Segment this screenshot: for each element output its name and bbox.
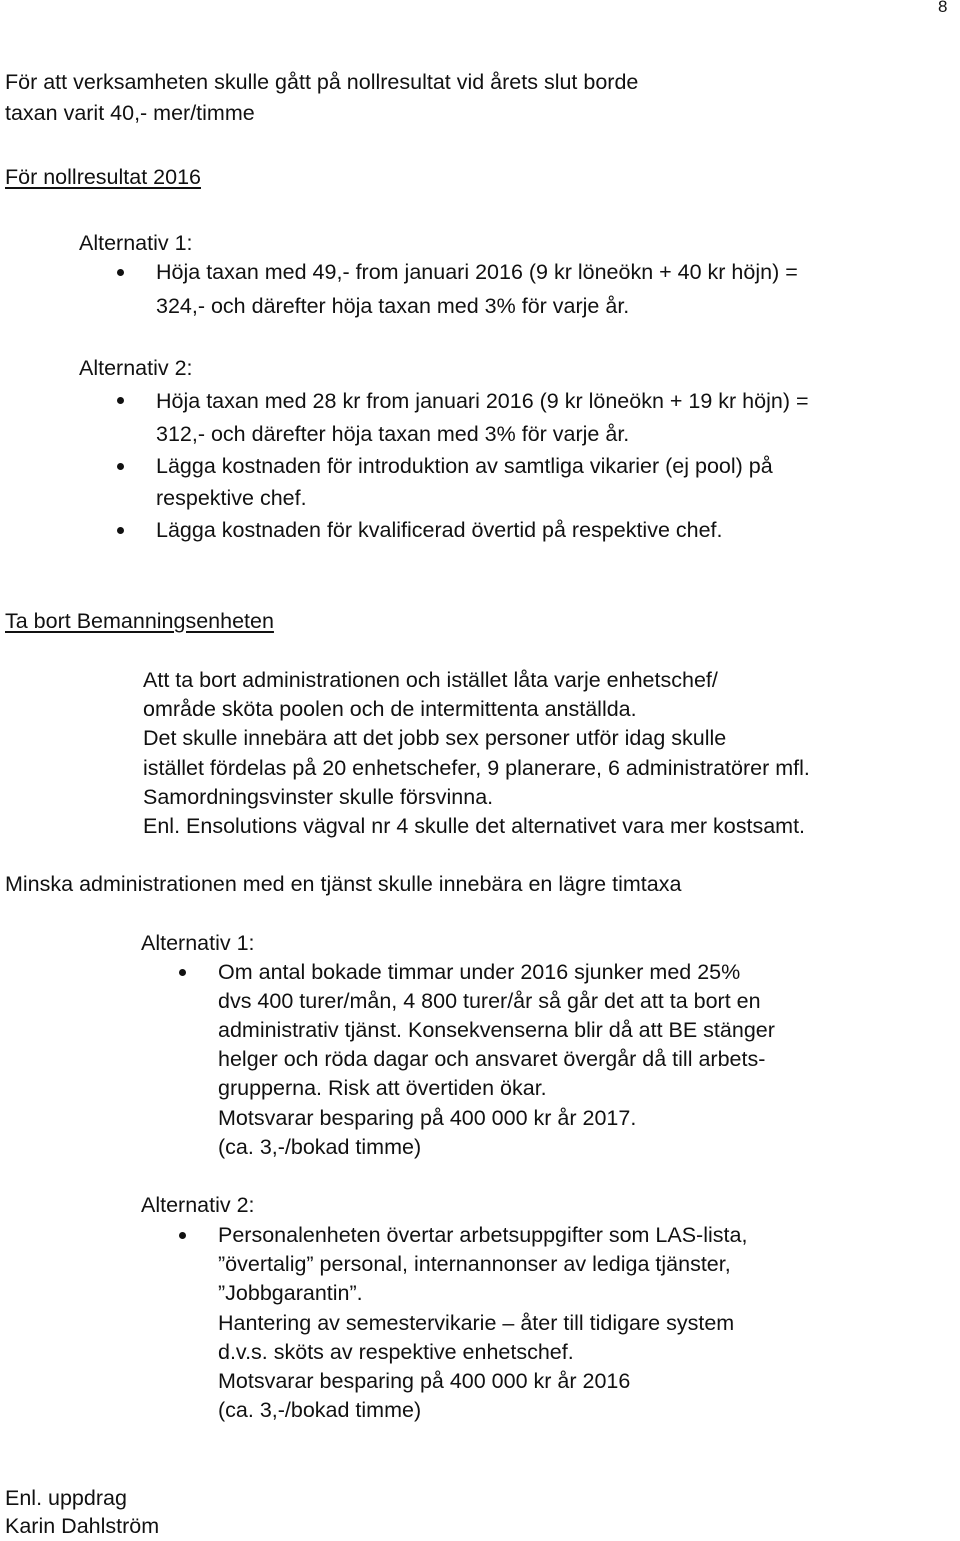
section-heading-bemanningsenheten: Ta bort Bemanningsenheten	[5, 609, 274, 633]
intro-line-1: För att verksamheten skulle gått på nollresultat vid årets slut borde	[5, 70, 639, 94]
page-number: 8	[938, 0, 948, 16]
s3-alt2-line-5: d.v.s. sköts av respektive enhetschef.	[218, 1340, 574, 1364]
s3-alt1-label: Alternativ 1:	[141, 931, 255, 955]
s3-alt2-line-6: Motsvarar besparing på 400 000 kr år 2016	[218, 1369, 631, 1393]
s3-alt1-line-4: helger och röda dagar och ansvaret övergår då till arbets-	[218, 1047, 766, 1071]
signature-name: Karin Dahlström	[5, 1514, 160, 1538]
s3-alt2-line-1: Personalenheten övertar arbetsuppgifter som LAS-lista,	[218, 1223, 748, 1247]
alt2-bullet2-line1: Lägga kostnaden för introduktion av samtliga vikarier (ej pool) på	[156, 454, 773, 478]
bullet-icon	[117, 269, 124, 276]
alt2-bullet2-line2: respektive chef.	[156, 486, 307, 510]
section-heading-minska-administrationen: Minska administrationen med en tjänst skulle innebära en lägre timtaxa	[5, 872, 682, 896]
bemanning-line-6: Enl. Ensolutions vägval nr 4 skulle det alternativet vara mer kostsamt.	[143, 814, 806, 838]
bullet-icon	[117, 527, 124, 534]
alt2-bullet3-line1: Lägga kostnaden för kvalificerad övertid på respektive chef.	[156, 518, 723, 542]
bemanning-line-2: område sköta poolen och de intermittenta anställda.	[143, 697, 637, 721]
bemanning-line-4: istället fördelas på 20 enhetschefer, 9 planerare, 6 administratörer mfl.	[143, 756, 810, 780]
section-heading-nollresultat: För nollresultat 2016	[5, 165, 201, 189]
s3-alt1-line-1: Om antal bokade timmar under 2016 sjunker med 25%	[218, 960, 741, 984]
alt1-bullet1-line2: 324,- och därefter höja taxan med 3% för varje år.	[156, 294, 630, 318]
bullet-icon	[117, 463, 124, 470]
signature-line-1: Enl. uppdrag	[5, 1486, 127, 1510]
s3-alt2-line-3: ”Jobbgarantin”.	[218, 1281, 363, 1305]
bemanning-line-1: Att ta bort administrationen och istället låta varje enhetschef/	[143, 668, 718, 692]
s3-alt1-line-5: grupperna. Risk att övertiden ökar.	[218, 1076, 547, 1100]
alt1-bullet1-line1: Höja taxan med 49,- from januari 2016 (9 kr löneökn + 40 kr höjn) =	[156, 260, 798, 284]
bemanning-line-3: Det skulle innebära att det jobb sex personer utför idag skulle	[143, 726, 727, 750]
alt2-bullet1-line2: 312,- och därefter höja taxan med 3% för varje år.	[156, 422, 630, 446]
bullet-icon	[179, 969, 186, 976]
s3-alt1-line-6: Motsvarar besparing på 400 000 kr år 2017.	[218, 1106, 637, 1130]
s3-alt1-line-2: dvs 400 turer/mån, 4 800 turer/år så går det att ta bort en	[218, 989, 761, 1013]
bullet-icon	[179, 1232, 186, 1239]
bemanning-line-5: Samordningsvinster skulle försvinna.	[143, 785, 494, 809]
s3-alt2-line-4: Hantering av semestervikarie – åter till tidigare system	[218, 1311, 735, 1335]
s3-alt2-line-7: (ca. 3,-/bokad timme)	[218, 1398, 422, 1422]
bullet-icon	[117, 397, 124, 404]
intro-line-2: taxan varit 40,- mer/timme	[5, 101, 255, 125]
s3-alt1-line-3: administrativ tjänst. Konsekvenserna blir då att BE stänger	[218, 1018, 775, 1042]
s3-alt2-label: Alternativ 2:	[141, 1193, 255, 1217]
s3-alt2-line-2: ”övertalig” personal, internannonser av lediga tjänster,	[218, 1252, 731, 1276]
alt2-bullet1-line1: Höja taxan med 28 kr from januari 2016 (9 kr löneökn + 19 kr höjn) =	[156, 389, 809, 413]
alt2-label: Alternativ 2:	[79, 356, 193, 380]
s3-alt1-line-7: (ca. 3,-/bokad timme)	[218, 1135, 422, 1159]
alt1-label: Alternativ 1:	[79, 231, 193, 255]
